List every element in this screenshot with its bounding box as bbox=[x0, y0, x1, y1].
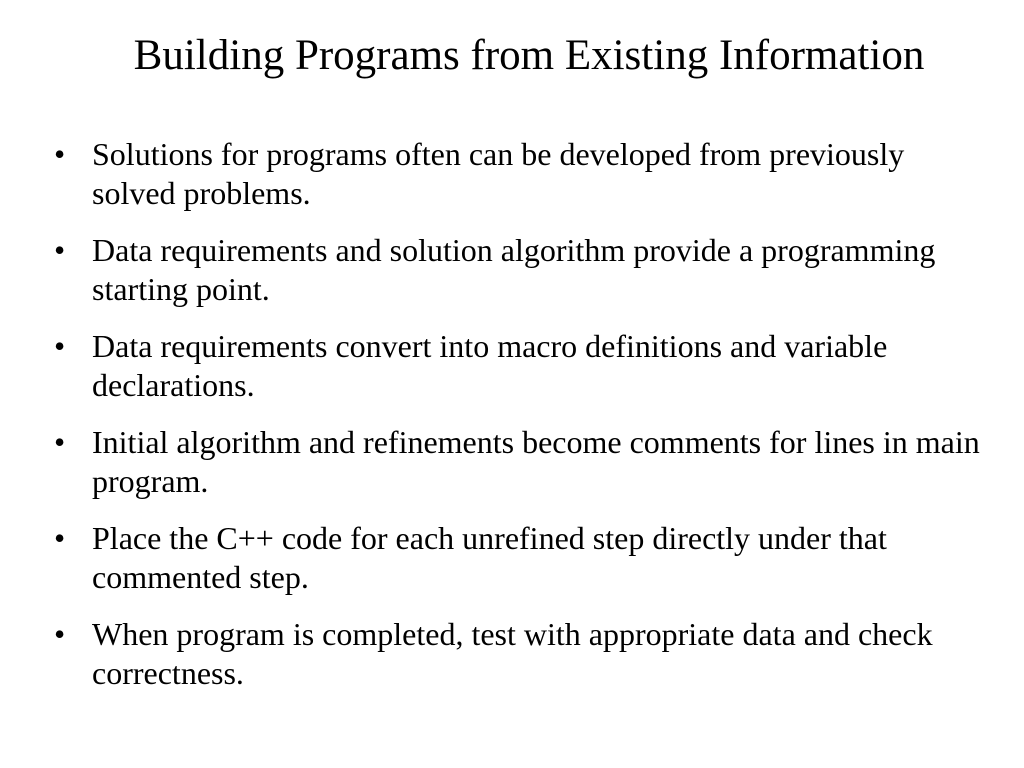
bullet-dot-icon: • bbox=[54, 616, 66, 652]
bullet-dot-icon: • bbox=[54, 328, 66, 364]
bullet-dot-icon: • bbox=[54, 232, 66, 268]
bullet-text: Data requirements and solution algorithm provide a programming starting point. bbox=[92, 232, 936, 307]
bullet-item bbox=[54, 615, 994, 693]
bullet-text: Initial algorithm and refinements become comments for lines in main program. bbox=[92, 424, 980, 499]
bullet-item bbox=[54, 327, 994, 405]
bullet-text: When program is completed, test with appropriate data and check correctness. bbox=[92, 616, 933, 691]
bullet-text: Solutions for programs often can be developed from previously solved problems. bbox=[92, 136, 905, 211]
bullet-dot-icon: • bbox=[54, 520, 66, 556]
bullet-dot-icon: • bbox=[54, 424, 66, 460]
bullet-item bbox=[54, 135, 994, 213]
bullet-item bbox=[54, 519, 994, 597]
bullet-dot-icon: • bbox=[54, 136, 66, 172]
bullet-text: Place the C++ code for each unrefined step directly under that commented step. bbox=[92, 520, 887, 595]
bullet-item bbox=[54, 423, 994, 501]
bullet-list bbox=[54, 135, 994, 711]
bullet-item bbox=[54, 231, 994, 309]
bullet-text: Data requirements convert into macro definitions and variable declarations. bbox=[92, 328, 888, 403]
slide-title: Building Programs from Existing Information bbox=[133, 32, 925, 79]
